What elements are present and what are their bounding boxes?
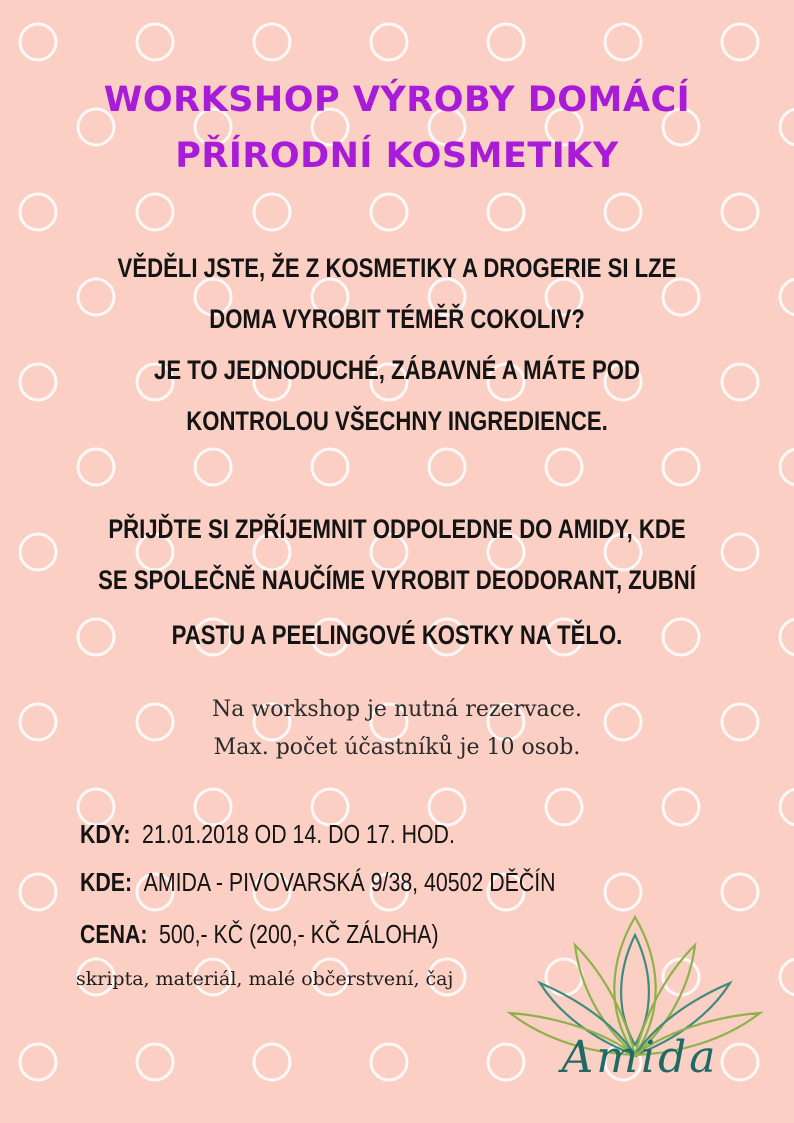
detail-when xyxy=(80,814,455,854)
background-circle xyxy=(137,24,173,60)
background-circle xyxy=(254,194,290,230)
detail-price xyxy=(80,914,439,954)
background-circle xyxy=(546,449,582,485)
invite-line-2: SE SPOLEČNĚ NAUČÍME VYROBIT DEODORANT, ZUBNÍ xyxy=(98,565,696,595)
background-circle xyxy=(20,364,56,400)
title-line-2: PŘÍRODNÍ KOSMETIKY xyxy=(175,136,619,176)
background-circle xyxy=(546,789,582,825)
detail-where-value: AMIDA - PIVOVARSKÁ 9/38, 40502 DĚČÍN xyxy=(143,867,556,897)
title-line-1: WORKSHOP VÝROBY DOMÁCÍ xyxy=(103,80,691,120)
background-circle xyxy=(780,449,794,485)
background-circle xyxy=(780,959,794,995)
background-circle xyxy=(780,789,794,825)
background-circle xyxy=(780,279,794,315)
logo-wordmark: Amida xyxy=(561,1032,719,1083)
background-circle xyxy=(195,449,231,485)
detail-price-label: CENA: xyxy=(80,919,148,949)
background-circle xyxy=(722,534,758,570)
note-capacity: Max. počet účastníků je 10 osob. xyxy=(213,735,581,760)
invite-line-3: PASTU A PEELINGOVÉ KOSTKY NA TĚLO. xyxy=(171,620,623,650)
background-circle xyxy=(20,1044,56,1080)
background-circle xyxy=(780,619,794,655)
background-circle xyxy=(605,194,641,230)
background-circle xyxy=(663,789,699,825)
note-reservation: Na workshop je nutná rezervace. xyxy=(212,697,582,722)
background-circle xyxy=(663,449,699,485)
background-circle xyxy=(605,24,641,60)
background-circle xyxy=(371,1044,407,1080)
intro-line-3: JE TO JEDNODUCHÉ, ZÁBAVNÉ A MÁTE POD xyxy=(154,355,640,385)
invite-line-1: PŘIJĎTE SI ZPŘÍJEMNIT ODPOLEDNE DO AMIDY, KDE xyxy=(108,514,686,544)
background-circle xyxy=(371,194,407,230)
detail-where-label: KDE: xyxy=(80,867,133,897)
background-circle xyxy=(722,194,758,230)
background-circle xyxy=(137,194,173,230)
background-circle xyxy=(722,24,758,60)
detail-where xyxy=(80,862,556,902)
background-circle xyxy=(371,24,407,60)
background-circle xyxy=(722,364,758,400)
background-circle xyxy=(488,194,524,230)
detail-price-value: 500,- KČ (200,- KČ ZÁLOHA) xyxy=(159,919,439,949)
intro-line-1: VĚDĚLI JSTE, ŽE Z KOSMETIKY A DROGERIE SI LZE xyxy=(117,253,677,283)
background-circle xyxy=(78,449,114,485)
intro-line-4: KONTROLOU VŠECHNY INGREDIENCE. xyxy=(186,406,608,436)
background-circle xyxy=(312,449,348,485)
background-circle xyxy=(20,194,56,230)
background-circle xyxy=(137,1044,173,1080)
included-items: skripta, materiál, malé občerstvení, čaj xyxy=(76,968,454,990)
background-circle xyxy=(254,24,290,60)
lotus-logo-icon xyxy=(500,905,770,1115)
background-circle xyxy=(488,24,524,60)
background-circle xyxy=(429,449,465,485)
detail-when-label: KDY: xyxy=(80,819,131,849)
intro-line-2: DOMA VYROBIT TÉMĚŘ COKOLIV? xyxy=(209,304,585,334)
background-circle xyxy=(20,24,56,60)
detail-when-value: 21.01.2018 OD 14. DO 17. HOD. xyxy=(142,819,455,849)
background-circle xyxy=(20,874,56,910)
background-circle xyxy=(254,1044,290,1080)
background-circle xyxy=(20,534,56,570)
